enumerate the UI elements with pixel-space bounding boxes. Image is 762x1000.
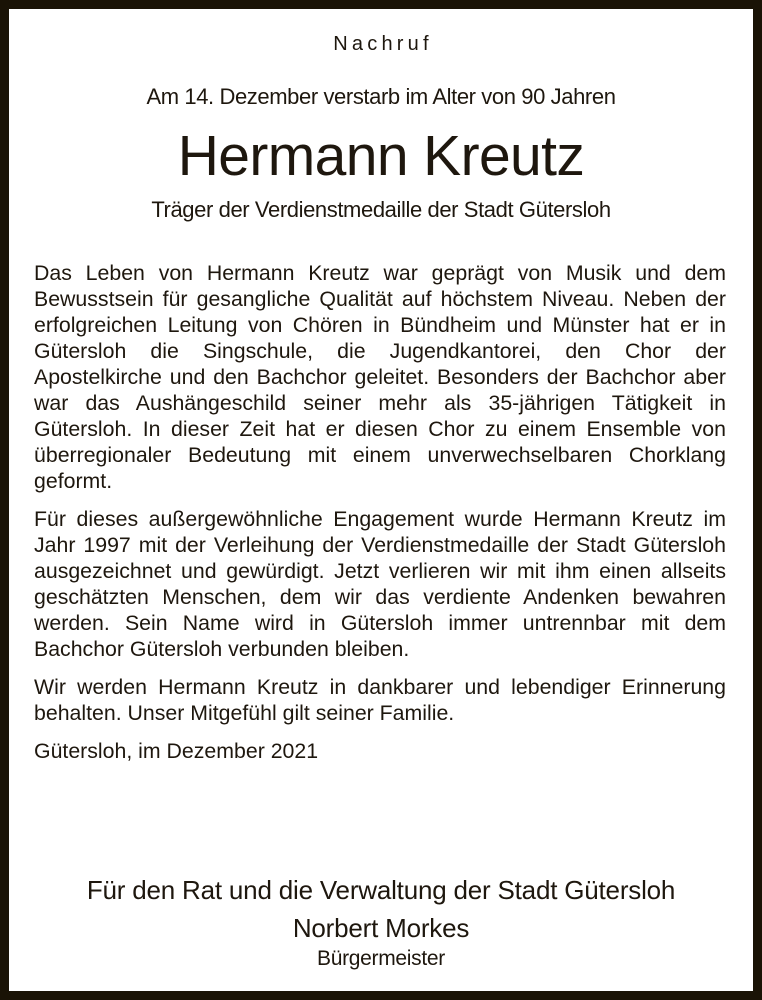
body-paragraph: Für dieses außergewöhnliche Engagement wurde Hermann Kreutz im Jahr 1997 mit der Verleihung der Verdienstmedaille der Stadt Gütersloh ausgezeichnet und gewürdigt. Jetzt verlieren wir mit ihm einen allseits geschätzten Menschen, dem wir das verdiente Andenken bewahren werden. Sein Name wird in Gütersloh immer untrennbar mit dem Bachchor Gütersloh verbunden bleiben. [34, 507, 726, 661]
honor-subtitle: Träger der Verdienstmedaille der Stadt Gütersloh [151, 197, 611, 222]
obituary-body [34, 260, 726, 776]
signatory-role: Bürgermeister [317, 947, 445, 970]
notice-kicker: Nachruf [333, 33, 433, 55]
body-paragraph: Wir werden Hermann Kreutz in dankbarer und lebendiger Erinnerung behalten. Unser Mitgefühl gilt seiner Familie. [34, 675, 726, 725]
death-announcement: Am 14. Dezember verstarb im Alter von 90 Jahren [146, 84, 616, 109]
signatory-name: Norbert Morkes [292, 913, 470, 943]
body-paragraph: Das Leben von Hermann Kreutz war geprägt von Musik und dem Bewusstsein für gesangliche Qualität auf höchstem Niveau. Neben der erfolgreichen Leitung von Chören in Bündheim und Münster hat er in Gütersloh die Singschule, die Jugendkantorei, den Chor der Apostelkirche und den Bachchor geleitet. Besonders der Bachchor aber war das Aushängeschild seiner mehr als 35-jährigen Tätigkeit in Gütersloh. In dieser Zeit hat er diesen Chor zu einem Ensemble von überregionaler Bedeutung mit einem unverwechselbaren Chorklang geformt. [34, 261, 726, 493]
deceased-name: Hermann Kreutz [177, 124, 585, 188]
place-and-date: Gütersloh, im Dezember 2021 [34, 739, 319, 763]
signature-organization: Für den Rat und die Verwaltung der Stadt Gütersloh [86, 875, 676, 905]
